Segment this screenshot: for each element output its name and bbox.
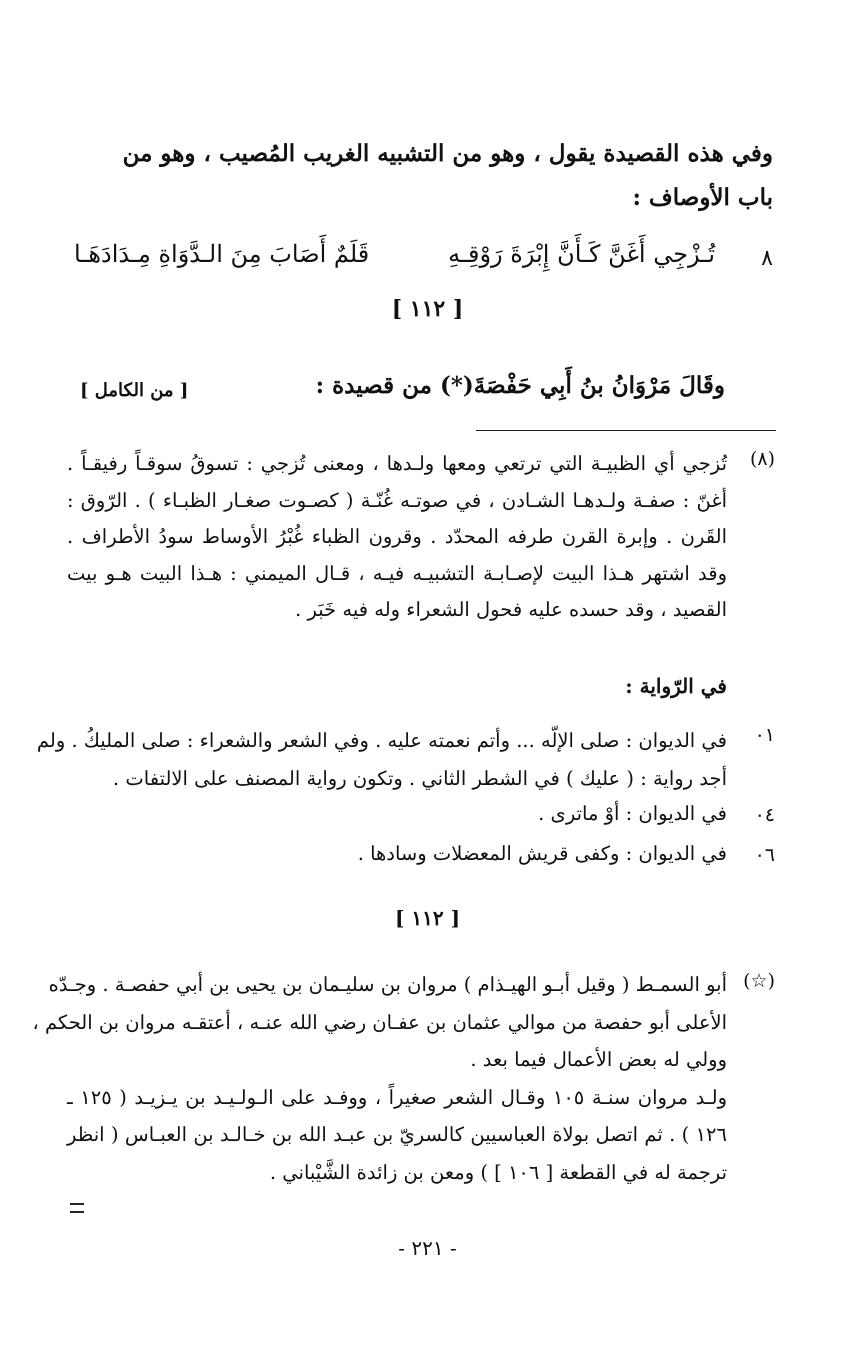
variant-number: ٠٤ xyxy=(754,804,775,826)
variant-line: أجد رواية : ( عليك ) في الشطر الثاني . وتكون رواية المصنف على الالتفات . xyxy=(113,767,727,790)
biography-line: ولـد مروان سنـة ١٠٥ وقـال الشعر صغيراً ، ووفـد على الـولـيـد بن يـزيـد ( ١٢٥ ـ xyxy=(67,1085,727,1109)
intro-line-2: باب الأوصاف : xyxy=(632,184,773,211)
biography-body xyxy=(32,966,727,1191)
variant-line: في الديوان : أوْ ماترى . xyxy=(538,802,727,825)
variant-line: في الديوان : وكفى قريش المعضلات وسادها . xyxy=(357,842,727,865)
note-8-line: تُزجي أي الظبيـة التي ترتعي ومعها ولـدها ، ومعنى تُزجي : تسوقُ سوقـاً رفيقـاً . xyxy=(67,452,727,475)
biography-marker: (☆) xyxy=(743,970,775,992)
biography-line: وولي له بعض الأعمال فيما بعد . xyxy=(470,1048,727,1071)
variant-number: ٠٦ xyxy=(754,844,775,866)
poem-number-bottom: [ ١١٢ ] xyxy=(394,906,461,930)
verse-first-hemistich: تُـزْجِي أَغَنَّ كَـأَنَّ إِبْرَةَ رَوْقِـهِ xyxy=(448,240,715,268)
biography-line: ترجمة له في القطعة [ ١٠٦ ] ) ومعن بن زائدة الشَّيْباني . xyxy=(269,1160,727,1184)
riwaya-heading: في الرّواية : xyxy=(625,674,727,698)
verse-second-hemistich: قَلَمٌ أَصَابَ مِنَ الـدَّوَاةِ مِـدَادَهَـا xyxy=(74,240,370,268)
biography-line: أبو السمـط ( وقيل أبـو الهيـذام ) مروان بن سليـمان بن يحيى بن أبي حفصـة . وجـدّه xyxy=(48,973,727,996)
variant-text xyxy=(36,722,727,798)
continuation-mark xyxy=(70,1203,84,1213)
meter-label: [ من الكامل ] xyxy=(80,380,189,401)
poem-number-top: [ ١١٢ ] xyxy=(391,296,464,322)
biography-line: ١٢٦ ) . ثم اتصل بولاة العباسيين كالسريّ بن عبـد الله بن خـالـد بن العبـاس ( انظر xyxy=(67,1123,727,1146)
intro-line-1: وفي هذه القصيدة يقول ، وهو من التشبيه الغريب المُصيب ، وهو من xyxy=(122,140,773,167)
note-8-marker: (٨) xyxy=(749,448,775,470)
note-8-line: القصيد ، وقد حسده عليه فحول الشعراء وله فيه خَبَر . xyxy=(295,598,727,621)
note-8-line: وقد اشتهر هـذا البيت لإصـابـة التشبيـه فيـه ، قـال الميمني : هـذا البيت هـو بيت xyxy=(67,561,727,585)
footnote-separator xyxy=(476,430,776,431)
verse-number: ٨ xyxy=(761,246,773,271)
poem-heading: وقَالَ مَرْوَانُ بنُ أَبِي حَفْصَةَ(*) من قصيدة : xyxy=(315,372,725,399)
variant-line: في الديوان : صلى الإلّه ... وأتم نعمته عليه . وفي الشعر والشعراء : صلى المليكُ . ولم xyxy=(36,729,727,752)
note-8-body xyxy=(67,446,727,629)
variant-number: ٠١ xyxy=(754,724,775,746)
note-8-line: أغنّ : صفـة ولـدهـا الشـادن ، في صوتـه غُنّـة ( كصـوت صغـار الظبـاء ) . الرّوق : xyxy=(67,488,727,512)
page-number: - ٢٢١ - xyxy=(398,1236,457,1260)
biography-line: الأعلى أبو حفصة من موالي عثمان بن عفـان رضي الله عنـه ، أعتقـه مروان بن الحكم ، xyxy=(32,1010,727,1034)
note-8-line: القَرن . وإبرة القرن طرفه المحدّد . وقرون الظباء غُبْرُ الأوساط سودُ الأطراف . xyxy=(67,525,727,548)
